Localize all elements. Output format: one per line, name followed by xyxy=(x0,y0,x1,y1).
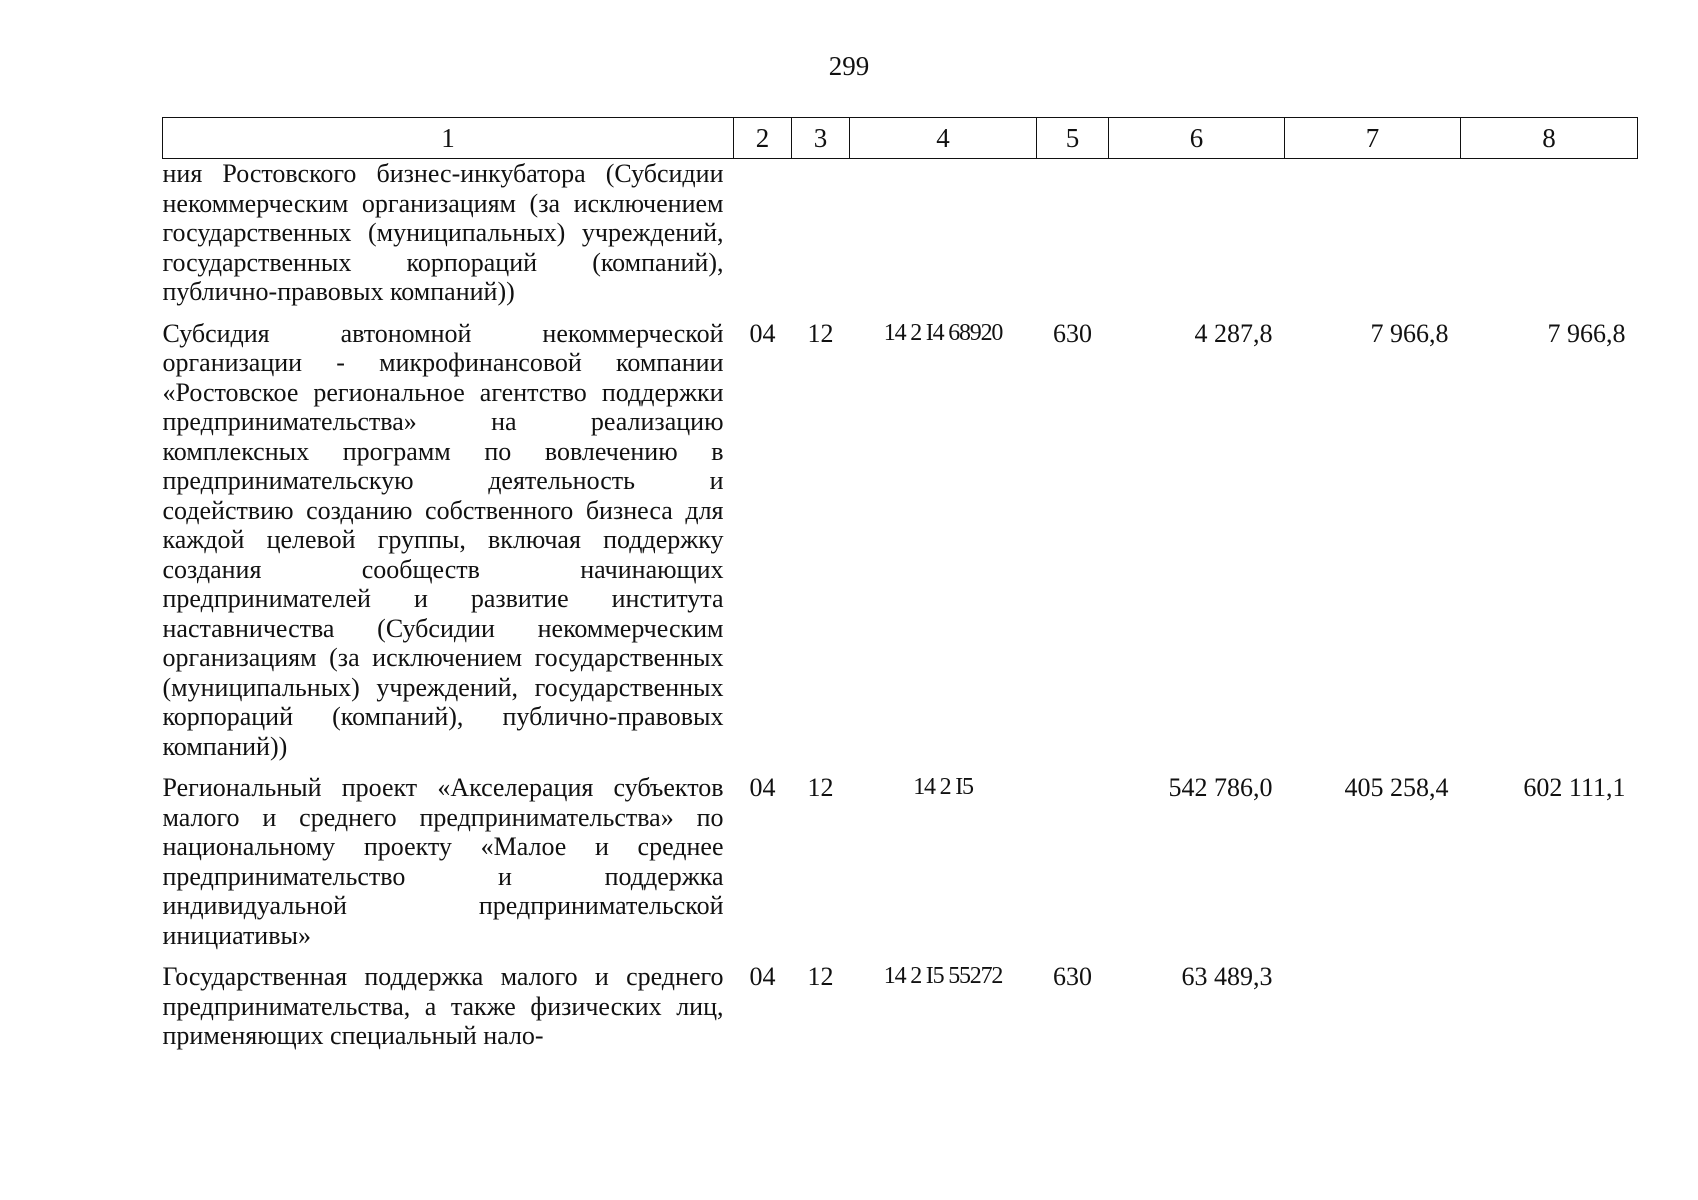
row-subsection-code: 12 xyxy=(807,773,834,802)
row-amount-col6 xyxy=(1109,159,1285,319)
row-description: ния Ростовского бизнес-инкубатора (Субсидии некоммерческим организациям (за исключением государственных (муниципальных) учреждений, государственных корпораций (компаний), публично-правовых компаний)) xyxy=(162,159,724,306)
row-amount-col6: 63 489,3 xyxy=(1181,962,1273,991)
row-expense-type xyxy=(1037,159,1109,319)
table-header xyxy=(163,118,1638,159)
row-expense-type: 630 xyxy=(1053,318,1092,348)
row-amount-col6: 4 287,8 xyxy=(1194,318,1273,348)
row-section-code xyxy=(734,159,792,319)
column-header-3: 3 xyxy=(792,118,850,159)
row-description: Региональный проект «Акселерация субъектов малого и среднего предпринимательства» по национальному проекту «Малое и среднее предпринимательство и поддержка индивидуальной предпринимательской инициативы» xyxy=(162,773,724,950)
page-number: 299 xyxy=(828,51,870,81)
row-amount-col7: 7 966,8 xyxy=(1370,318,1449,348)
table-body xyxy=(163,159,1638,1063)
table-row xyxy=(163,159,1638,319)
row-description: Государственная поддержка малого и среднего предпринимательства, а также физических лиц, применяющих специальный нало- xyxy=(162,962,724,1050)
row-amount-col6: 542 786,0 xyxy=(1168,773,1273,802)
column-header-7: 7 xyxy=(1285,118,1461,159)
table-row xyxy=(163,773,1638,962)
table-row xyxy=(163,962,1638,1063)
column-header-8: 8 xyxy=(1461,118,1638,159)
table-row xyxy=(163,319,1638,774)
column-header-6: 6 xyxy=(1109,118,1285,159)
row-subsection-code: 12 xyxy=(807,318,834,348)
row-description: Субсидия автономной некоммерческой организации - микрофинансовой компании «Ростовское региональное агентство поддержки предпринимательства» на реализацию комплексных программ по вовлечению в предпринимательскую деятельность и содействию созданию собственного бизнеса для каждой целевой группы, включая поддержку создания сообществ начинающих предпринимателей и развитие института наставничества (Субсидии некоммерческим организациям (за исключением государственных (муниципальных) учреждений, государственных корпораций (компаний), публично-правовых компаний)) xyxy=(162,318,724,761)
row-subsection-code: 12 xyxy=(807,962,834,991)
row-target-article: 14 2 I5 55272 xyxy=(883,963,1003,989)
row-amount-col8 xyxy=(1461,159,1638,319)
row-subsection-code xyxy=(792,159,850,319)
column-header-5: 5 xyxy=(1037,118,1109,159)
row-section-code: 04 xyxy=(749,962,776,991)
row-amount-col7 xyxy=(1285,962,1461,1063)
row-amount-col8: 602 111,1 xyxy=(1523,773,1626,802)
row-amount-col8: 7 966,8 xyxy=(1547,318,1626,348)
row-target-article: 14 2 I5 xyxy=(913,774,973,800)
row-amount-col7: 405 258,4 xyxy=(1344,773,1449,802)
row-amount-col7 xyxy=(1285,159,1461,319)
row-target-article xyxy=(850,159,1037,319)
row-target-article: 14 2 I4 68920 xyxy=(883,319,1003,346)
row-amount-col8 xyxy=(1461,962,1638,1063)
column-header-4: 4 xyxy=(850,118,1037,159)
budget-table xyxy=(162,117,1638,1063)
row-section-code: 04 xyxy=(749,318,776,348)
column-header-2: 2 xyxy=(734,118,792,159)
row-section-code: 04 xyxy=(749,773,776,802)
row-expense-type xyxy=(1037,773,1109,962)
column-header-1: 1 xyxy=(163,118,734,159)
row-expense-type: 630 xyxy=(1053,962,1092,991)
header-row xyxy=(163,118,1638,159)
